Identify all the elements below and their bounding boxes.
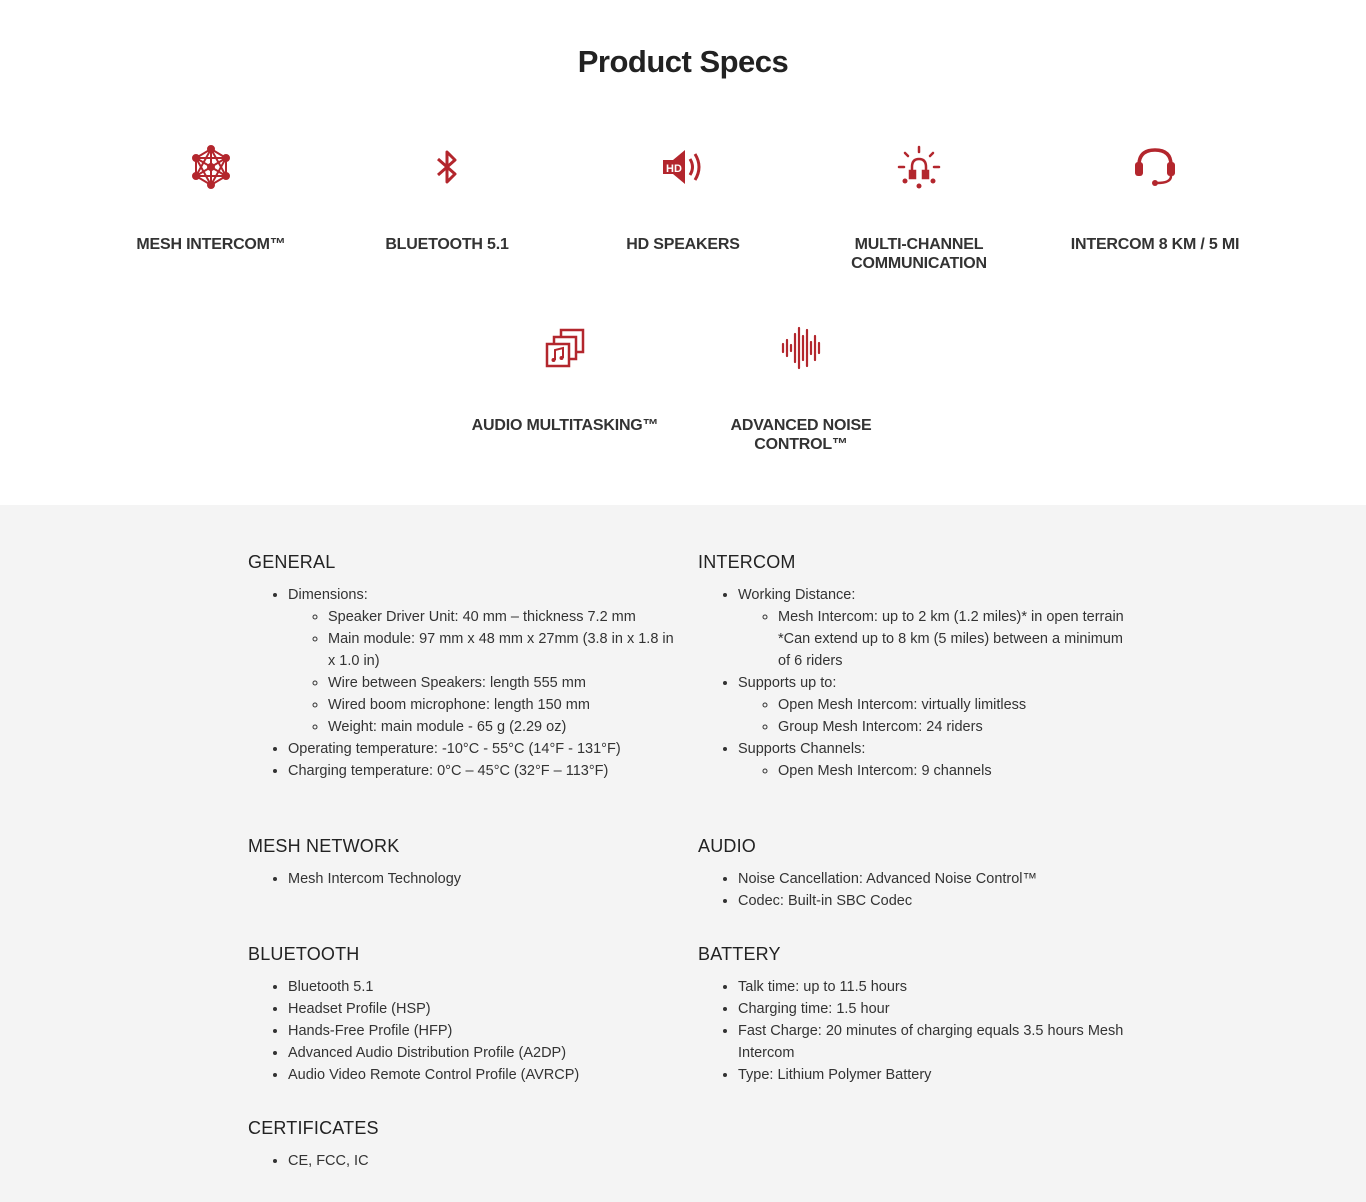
list-item: • Audio Video Remote Control Profile (AVRCP) bbox=[288, 1064, 678, 1086]
list-item: • Dimensions: ◦ Speaker Driver Unit: 40 mm – thickness 7.2 mm ◦ Main module: 97 mm x 48 mm x 27mm (3.8 in x 1.8 in x 1.0 in) ◦ Wire between Speakers: length 555 mm ◦ Wired boom microphone: length 150 mm ◦ Weight: main module - 65 g (2.29 oz) bbox=[288, 584, 678, 738]
spec-battery bbox=[698, 942, 1128, 1086]
feature-multi-channel bbox=[809, 143, 1029, 273]
list-item: • Advanced Audio Distribution Profile (A2DP) bbox=[288, 1042, 678, 1064]
feature-label: INTERCOM 8 KM / 5 MI bbox=[1070, 236, 1240, 253]
list-item: • Talk time: up to 11.5 hours bbox=[738, 976, 1128, 998]
feature-mesh-intercom bbox=[101, 143, 321, 254]
page-title: Product Specs bbox=[577, 44, 789, 79]
list-item: ◦ Speaker Driver Unit: 40 mm – thickness 7.2 mm bbox=[328, 606, 678, 628]
list-item: ◦ Wire between Speakers: length 555 mm bbox=[328, 672, 678, 694]
list-item: • Bluetooth 5.1 bbox=[288, 976, 678, 998]
feature-bluetooth bbox=[337, 143, 557, 254]
spec-certificates bbox=[248, 1116, 678, 1172]
features-section bbox=[0, 0, 1366, 505]
list-item: ◦ Open Mesh Intercom: virtually limitless bbox=[778, 694, 1128, 716]
list-item: • Working Distance: ◦ Mesh Intercom: up to 2 km (1.2 miles)* in open terrain *Can extend up to 8 km (5 miles) between a minimum of 6 riders bbox=[738, 584, 1128, 672]
list-item: ◦ Weight: main module - 65 g (2.29 oz) bbox=[328, 716, 678, 738]
list-item: • Charging time: 1.5 hour bbox=[738, 998, 1128, 1020]
list-item: ◦ Open Mesh Intercom: 9 channels bbox=[778, 760, 1128, 782]
footnote: *Can extend up to 8 km (5 miles) between a minimum of 6 riders bbox=[778, 631, 1123, 669]
list-item: • Fast Charge: 20 minutes of charging equals 3.5 hours Mesh Intercom bbox=[738, 1020, 1128, 1064]
spec-audio bbox=[698, 834, 1128, 912]
spec-heading: BLUETOOTH bbox=[248, 944, 360, 964]
hd-speaker-icon bbox=[573, 143, 793, 191]
spec-bluetooth bbox=[248, 942, 678, 1086]
list-item: ◦ Mesh Intercom: up to 2 km (1.2 miles)* in open terrain *Can extend up to 8 km (5 miles) between a minimum of 6 riders bbox=[778, 606, 1128, 672]
list-item: • Charging temperature: 0°C – 45°C (32°F – 113°F) bbox=[288, 760, 678, 782]
headset-icon bbox=[1045, 143, 1265, 191]
list-item: • Hands-Free Profile (HFP) bbox=[288, 1020, 678, 1042]
spec-heading: CERTIFICATES bbox=[248, 1118, 379, 1138]
feature-label: MULTI-CHANNEL COMMUNICATION bbox=[851, 236, 987, 272]
feature-label: BLUETOOTH 5.1 bbox=[385, 236, 509, 253]
feature-intercom-range bbox=[1045, 143, 1265, 254]
spec-heading: INTERCOM bbox=[698, 552, 796, 572]
list-item: • Mesh Intercom Technology bbox=[288, 868, 678, 890]
list-item: ◦ Wired boom microphone: length 150 mm bbox=[328, 694, 678, 716]
list-item: • Noise Cancellation: Advanced Noise Control™ bbox=[738, 868, 1128, 890]
list-item: ◦ Main module: 97 mm x 48 mm x 27mm (3.8 in x 1.8 in x 1.0 in) bbox=[328, 628, 678, 672]
spec-mesh-network bbox=[248, 834, 678, 890]
feature-label: MESH INTERCOM™ bbox=[136, 236, 286, 253]
spec-heading: BATTERY bbox=[698, 944, 781, 964]
bluetooth-icon bbox=[337, 143, 557, 191]
svg-text:HD: HD bbox=[666, 163, 682, 175]
list-item: • Codec: Built-in SBC Codec bbox=[738, 890, 1128, 912]
list-item: • Headset Profile (HSP) bbox=[288, 998, 678, 1020]
feature-audio-multitasking bbox=[455, 324, 675, 435]
mesh-network-icon bbox=[101, 143, 321, 191]
feature-noise-control bbox=[691, 324, 911, 454]
list-item: • Type: Lithium Polymer Battery bbox=[738, 1064, 1128, 1086]
list-item: ◦ Group Mesh Intercom: 24 riders bbox=[778, 716, 1128, 738]
multi-channel-icon bbox=[809, 143, 1029, 191]
spec-heading: GENERAL bbox=[248, 552, 336, 572]
spec-intercom bbox=[698, 550, 1128, 782]
audio-multitasking-icon bbox=[455, 324, 675, 372]
list-item: • Supports up to: ◦ Open Mesh Intercom: virtually limitless ◦ Group Mesh Intercom: 24 riders bbox=[738, 672, 1128, 738]
specs-section bbox=[0, 505, 1366, 1202]
spec-heading: MESH NETWORK bbox=[248, 836, 400, 856]
list-item: • Operating temperature: -10°C - 55°C (14°F - 131°F) bbox=[288, 738, 678, 760]
feature-label: ADVANCED NOISE CONTROL™ bbox=[730, 417, 872, 453]
list-item: • Supports Channels: ◦ Open Mesh Intercom: 9 channels bbox=[738, 738, 1128, 782]
feature-label: HD SPEAKERS bbox=[626, 236, 740, 253]
spec-general bbox=[248, 550, 678, 782]
sound-wave-icon bbox=[691, 324, 911, 372]
spec-heading: AUDIO bbox=[698, 836, 757, 856]
list-item: • CE, FCC, IC bbox=[288, 1150, 678, 1172]
feature-hd-speakers bbox=[573, 143, 793, 254]
feature-label: AUDIO MULTITASKING™ bbox=[471, 417, 659, 434]
